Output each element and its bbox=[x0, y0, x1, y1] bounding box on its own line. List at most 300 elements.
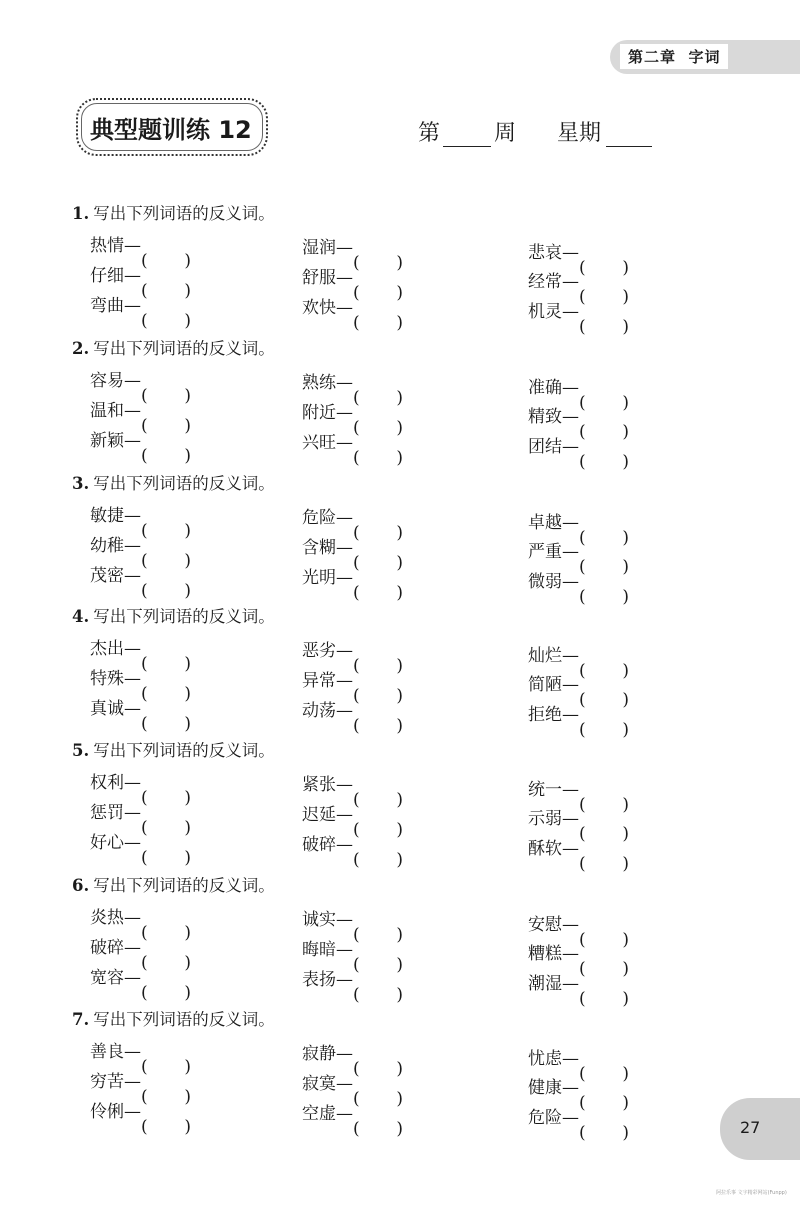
dash: — bbox=[336, 775, 353, 795]
word: 新颖 bbox=[90, 431, 124, 451]
dash: — bbox=[336, 373, 353, 393]
question-instruction: 写出下列词语的反义词。 bbox=[93, 1010, 275, 1029]
paren-open: ( bbox=[579, 587, 586, 607]
paren-close: ) bbox=[622, 258, 629, 278]
antonym-item bbox=[90, 798, 191, 838]
antonym-item bbox=[90, 231, 191, 271]
word: 好心 bbox=[90, 833, 124, 853]
word: 热情 bbox=[90, 236, 124, 256]
dash: — bbox=[336, 298, 353, 318]
paren-close: ) bbox=[184, 848, 191, 868]
paren-close: ) bbox=[396, 820, 403, 840]
paren-close: ) bbox=[184, 551, 191, 571]
antonym-item bbox=[90, 396, 191, 436]
paren-close: ) bbox=[622, 930, 629, 950]
paren-open: ( bbox=[141, 521, 148, 541]
word: 健康 bbox=[528, 1078, 562, 1098]
paren-close: ) bbox=[184, 446, 191, 466]
paren-close: ) bbox=[396, 985, 403, 1005]
antonym-item bbox=[528, 238, 629, 278]
antonym-item bbox=[90, 768, 191, 808]
question-number: 7. bbox=[72, 1010, 90, 1029]
antonym-item bbox=[302, 770, 403, 810]
question-title bbox=[72, 872, 275, 896]
antonym-item bbox=[528, 641, 629, 681]
dash: — bbox=[124, 1102, 141, 1122]
paren-open: ( bbox=[353, 418, 360, 438]
paren-open: ( bbox=[353, 553, 360, 573]
weekday-blank[interactable] bbox=[606, 146, 652, 147]
paren-open: ( bbox=[353, 253, 360, 273]
paren-close: ) bbox=[184, 281, 191, 301]
antonym-item bbox=[302, 533, 403, 573]
antonym-item bbox=[90, 531, 191, 571]
paren-close: ) bbox=[622, 959, 629, 979]
dash: — bbox=[336, 268, 353, 288]
paren-close: ) bbox=[396, 716, 403, 736]
dash: — bbox=[124, 699, 141, 719]
paren-open: ( bbox=[141, 551, 148, 571]
paren-open: ( bbox=[579, 1093, 586, 1113]
antonym-item bbox=[90, 291, 191, 331]
paren-open: ( bbox=[579, 528, 586, 548]
word: 迟延 bbox=[302, 805, 336, 825]
antonym-item bbox=[528, 834, 629, 874]
paren-open: ( bbox=[141, 654, 148, 674]
paren-open: ( bbox=[141, 581, 148, 601]
antonym-item bbox=[90, 963, 191, 1003]
paren-close: ) bbox=[622, 587, 629, 607]
dash: — bbox=[124, 266, 141, 286]
paren-open: ( bbox=[353, 388, 360, 408]
antonym-item bbox=[528, 804, 629, 844]
word: 恶劣 bbox=[302, 641, 336, 661]
paren-close: ) bbox=[396, 1089, 403, 1109]
question-title bbox=[72, 335, 275, 359]
word: 幼稚 bbox=[90, 536, 124, 556]
word: 安慰 bbox=[528, 915, 562, 935]
paren-open: ( bbox=[579, 795, 586, 815]
word: 伶俐 bbox=[90, 1102, 124, 1122]
dash: — bbox=[336, 1044, 353, 1064]
dash: — bbox=[336, 671, 353, 691]
dash: — bbox=[124, 431, 141, 451]
antonym-item bbox=[528, 910, 629, 950]
dash: — bbox=[336, 433, 353, 453]
dash: — bbox=[336, 538, 353, 558]
antonym-item bbox=[302, 830, 403, 870]
antonym-item bbox=[302, 935, 403, 975]
dash: — bbox=[336, 508, 353, 528]
question-number: 6. bbox=[72, 876, 90, 895]
paren-open: ( bbox=[579, 422, 586, 442]
week-zhou-label: 周 bbox=[494, 121, 517, 146]
word: 统一 bbox=[528, 780, 562, 800]
word: 精致 bbox=[528, 407, 562, 427]
antonym-item bbox=[302, 965, 403, 1005]
antonym-item bbox=[528, 1073, 629, 1113]
paren-open: ( bbox=[353, 686, 360, 706]
paren-open: ( bbox=[579, 1123, 586, 1143]
dash: — bbox=[562, 839, 579, 859]
word: 仔细 bbox=[90, 266, 124, 286]
paren-open: ( bbox=[353, 656, 360, 676]
paren-close: ) bbox=[396, 686, 403, 706]
paren-close: ) bbox=[622, 1123, 629, 1143]
word: 破碎 bbox=[302, 835, 336, 855]
dash: — bbox=[336, 835, 353, 855]
paren-close: ) bbox=[396, 448, 403, 468]
question-title bbox=[72, 470, 275, 494]
paren-open: ( bbox=[141, 1057, 148, 1077]
paren-open: ( bbox=[353, 313, 360, 333]
paren-close: ) bbox=[622, 393, 629, 413]
paren-open: ( bbox=[353, 850, 360, 870]
dash: — bbox=[562, 302, 579, 322]
paren-open: ( bbox=[579, 557, 586, 577]
question-number: 5. bbox=[72, 741, 90, 760]
antonym-item bbox=[302, 666, 403, 706]
word: 灿烂 bbox=[528, 646, 562, 666]
question-instruction: 写出下列词语的反义词。 bbox=[93, 741, 275, 760]
chapter-label: 第二章 bbox=[628, 48, 677, 66]
chapter-topic: 字词 bbox=[688, 48, 721, 66]
antonym-item bbox=[302, 1039, 403, 1079]
question-number: 4. bbox=[72, 607, 90, 626]
paren-open: ( bbox=[579, 258, 586, 278]
dash: — bbox=[562, 675, 579, 695]
paren-open: ( bbox=[353, 716, 360, 736]
paren-close: ) bbox=[184, 654, 191, 674]
antonym-item bbox=[90, 634, 191, 674]
word: 温和 bbox=[90, 401, 124, 421]
dash: — bbox=[336, 403, 353, 423]
antonym-item bbox=[528, 402, 629, 442]
antonym-item bbox=[302, 293, 403, 333]
paren-open: ( bbox=[141, 1087, 148, 1107]
question-instruction: 写出下列词语的反义词。 bbox=[93, 607, 275, 626]
footer-watermark: 阿拉乐事 文字精彩网站(Funpp) bbox=[716, 1190, 787, 1196]
paren-close: ) bbox=[622, 317, 629, 337]
paren-open: ( bbox=[579, 690, 586, 710]
paren-close: ) bbox=[396, 955, 403, 975]
dash: — bbox=[124, 236, 141, 256]
antonym-item bbox=[302, 563, 403, 603]
word: 糟糕 bbox=[528, 944, 562, 964]
antonym-item bbox=[302, 503, 403, 543]
dash: — bbox=[562, 513, 579, 533]
antonym-item bbox=[90, 664, 191, 704]
paren-close: ) bbox=[184, 714, 191, 734]
question-instruction: 写出下列词语的反义词。 bbox=[93, 339, 275, 358]
paren-open: ( bbox=[353, 583, 360, 603]
word: 穷苦 bbox=[90, 1072, 124, 1092]
word: 经常 bbox=[528, 272, 562, 292]
paren-close: ) bbox=[184, 251, 191, 271]
word: 悲哀 bbox=[528, 243, 562, 263]
paren-close: ) bbox=[184, 1057, 191, 1077]
dash: — bbox=[336, 970, 353, 990]
antonym-item bbox=[302, 905, 403, 945]
paren-open: ( bbox=[353, 1059, 360, 1079]
dash: — bbox=[336, 568, 353, 588]
word: 危险 bbox=[302, 508, 336, 528]
question-number: 1. bbox=[72, 204, 90, 223]
antonym-item bbox=[90, 1097, 191, 1137]
paren-close: ) bbox=[184, 521, 191, 541]
paren-close: ) bbox=[184, 818, 191, 838]
antonym-item bbox=[528, 670, 629, 710]
dash: — bbox=[336, 940, 353, 960]
word: 含糊 bbox=[302, 538, 336, 558]
paren-close: ) bbox=[622, 528, 629, 548]
dash: — bbox=[562, 542, 579, 562]
dash: — bbox=[562, 809, 579, 829]
paren-close: ) bbox=[622, 661, 629, 681]
paren-close: ) bbox=[622, 989, 629, 1009]
paren-open: ( bbox=[353, 1119, 360, 1139]
paren-open: ( bbox=[141, 953, 148, 973]
question-instruction: 写出下列词语的反义词。 bbox=[93, 204, 275, 223]
paren-close: ) bbox=[396, 1119, 403, 1139]
dash: — bbox=[562, 646, 579, 666]
antonym-item bbox=[90, 366, 191, 406]
paren-close: ) bbox=[184, 788, 191, 808]
word: 示弱 bbox=[528, 809, 562, 829]
paren-close: ) bbox=[396, 418, 403, 438]
paren-close: ) bbox=[396, 790, 403, 810]
word: 拒绝 bbox=[528, 705, 562, 725]
paren-open: ( bbox=[579, 452, 586, 472]
paren-close: ) bbox=[622, 557, 629, 577]
paren-open: ( bbox=[141, 1117, 148, 1137]
paren-close: ) bbox=[622, 824, 629, 844]
paren-open: ( bbox=[579, 661, 586, 681]
word: 空虚 bbox=[302, 1104, 336, 1124]
paren-open: ( bbox=[579, 854, 586, 874]
word: 附近 bbox=[302, 403, 336, 423]
antonym-item bbox=[528, 969, 629, 1009]
dash: — bbox=[124, 833, 141, 853]
question-title bbox=[72, 200, 275, 224]
paren-open: ( bbox=[353, 985, 360, 1005]
paren-open: ( bbox=[579, 287, 586, 307]
page-number: 27 bbox=[740, 1118, 761, 1137]
paren-open: ( bbox=[141, 848, 148, 868]
weekday-label: 星期 bbox=[557, 121, 602, 146]
dash: — bbox=[336, 805, 353, 825]
word: 舒服 bbox=[302, 268, 336, 288]
antonym-item bbox=[90, 1037, 191, 1077]
paren-close: ) bbox=[184, 1087, 191, 1107]
dash: — bbox=[562, 243, 579, 263]
antonym-item bbox=[302, 263, 403, 303]
word: 破碎 bbox=[90, 938, 124, 958]
antonym-item bbox=[90, 694, 191, 734]
paren-close: ) bbox=[622, 795, 629, 815]
paren-open: ( bbox=[353, 790, 360, 810]
paren-open: ( bbox=[141, 818, 148, 838]
word: 微弱 bbox=[528, 572, 562, 592]
word: 欢快 bbox=[302, 298, 336, 318]
word: 机灵 bbox=[528, 302, 562, 322]
antonym-item bbox=[302, 800, 403, 840]
word: 敏捷 bbox=[90, 506, 124, 526]
word: 容易 bbox=[90, 371, 124, 391]
antonym-item bbox=[302, 1069, 403, 1109]
dash: — bbox=[562, 437, 579, 457]
antonym-item bbox=[528, 775, 629, 815]
dash: — bbox=[124, 968, 141, 988]
paren-close: ) bbox=[396, 253, 403, 273]
antonym-item bbox=[528, 508, 629, 548]
dash: — bbox=[562, 1049, 579, 1069]
word: 准确 bbox=[528, 378, 562, 398]
dash: — bbox=[562, 780, 579, 800]
paren-close: ) bbox=[622, 690, 629, 710]
word: 晦暗 bbox=[302, 940, 336, 960]
paren-close: ) bbox=[622, 720, 629, 740]
paren-close: ) bbox=[184, 581, 191, 601]
paren-open: ( bbox=[353, 523, 360, 543]
paren-close: ) bbox=[184, 386, 191, 406]
paren-open: ( bbox=[141, 446, 148, 466]
word: 特殊 bbox=[90, 669, 124, 689]
word: 简陋 bbox=[528, 675, 562, 695]
dash: — bbox=[124, 669, 141, 689]
dash: — bbox=[336, 641, 353, 661]
paren-close: ) bbox=[396, 1059, 403, 1079]
antonym-item bbox=[528, 939, 629, 979]
word: 异常 bbox=[302, 671, 336, 691]
dash: — bbox=[336, 701, 353, 721]
question-instruction: 写出下列词语的反义词。 bbox=[93, 474, 275, 493]
question-instruction: 写出下列词语的反义词。 bbox=[93, 876, 275, 895]
paren-open: ( bbox=[141, 714, 148, 734]
word: 宽容 bbox=[90, 968, 124, 988]
dash: — bbox=[336, 238, 353, 258]
paren-open: ( bbox=[141, 923, 148, 943]
antonym-item bbox=[90, 933, 191, 973]
paren-close: ) bbox=[184, 983, 191, 1003]
dash: — bbox=[124, 639, 141, 659]
paren-open: ( bbox=[141, 684, 148, 704]
paren-close: ) bbox=[184, 1117, 191, 1137]
paren-close: ) bbox=[396, 553, 403, 573]
dash: — bbox=[562, 378, 579, 398]
dash: — bbox=[124, 296, 141, 316]
paren-close: ) bbox=[184, 416, 191, 436]
dash: — bbox=[124, 401, 141, 421]
word: 熟练 bbox=[302, 373, 336, 393]
paren-open: ( bbox=[141, 251, 148, 271]
antonym-item bbox=[302, 233, 403, 273]
antonym-item bbox=[90, 561, 191, 601]
paren-close: ) bbox=[396, 283, 403, 303]
paren-close: ) bbox=[396, 656, 403, 676]
word: 危险 bbox=[528, 1108, 562, 1128]
week-number-blank[interactable] bbox=[443, 146, 491, 147]
paren-close: ) bbox=[622, 1064, 629, 1084]
question-title bbox=[72, 603, 275, 627]
dash: — bbox=[562, 572, 579, 592]
antonym-item bbox=[528, 1103, 629, 1143]
question-title bbox=[72, 1006, 275, 1030]
paren-open: ( bbox=[141, 416, 148, 436]
antonym-item bbox=[528, 373, 629, 413]
dash: — bbox=[336, 1074, 353, 1094]
paren-close: ) bbox=[184, 684, 191, 704]
paren-open: ( bbox=[579, 930, 586, 950]
paren-close: ) bbox=[396, 388, 403, 408]
paren-open: ( bbox=[353, 1089, 360, 1109]
chapter-header bbox=[620, 44, 728, 69]
paren-open: ( bbox=[579, 959, 586, 979]
word: 表扬 bbox=[302, 970, 336, 990]
paren-open: ( bbox=[353, 955, 360, 975]
antonym-item bbox=[528, 297, 629, 337]
paren-close: ) bbox=[184, 311, 191, 331]
dash: — bbox=[124, 908, 141, 928]
dash: — bbox=[336, 910, 353, 930]
word: 兴旺 bbox=[302, 433, 336, 453]
word: 潮湿 bbox=[528, 974, 562, 994]
week-di-label: 第 bbox=[418, 121, 441, 146]
word: 炎热 bbox=[90, 908, 124, 928]
paren-close: ) bbox=[622, 422, 629, 442]
word: 茂密 bbox=[90, 566, 124, 586]
dash: — bbox=[562, 974, 579, 994]
paren-open: ( bbox=[353, 283, 360, 303]
paren-open: ( bbox=[141, 386, 148, 406]
paren-open: ( bbox=[579, 317, 586, 337]
dash: — bbox=[124, 803, 141, 823]
paren-close: ) bbox=[396, 313, 403, 333]
dash: — bbox=[336, 1104, 353, 1124]
word: 光明 bbox=[302, 568, 336, 588]
word: 卓越 bbox=[528, 513, 562, 533]
paren-open: ( bbox=[353, 448, 360, 468]
antonym-item bbox=[302, 696, 403, 736]
antonym-item bbox=[528, 432, 629, 472]
paren-open: ( bbox=[579, 824, 586, 844]
word: 湿润 bbox=[302, 238, 336, 258]
dash: — bbox=[124, 1072, 141, 1092]
paren-open: ( bbox=[141, 788, 148, 808]
dash: — bbox=[124, 773, 141, 793]
antonym-item bbox=[528, 537, 629, 577]
question-title bbox=[72, 737, 275, 761]
paren-open: ( bbox=[579, 720, 586, 740]
dash: — bbox=[562, 944, 579, 964]
antonym-item bbox=[90, 1067, 191, 1107]
paren-close: ) bbox=[622, 452, 629, 472]
antonym-item bbox=[302, 428, 403, 468]
paren-close: ) bbox=[396, 583, 403, 603]
paren-close: ) bbox=[622, 1093, 629, 1113]
exercise-title: 典型题训练 12 bbox=[90, 116, 252, 144]
antonym-item bbox=[528, 700, 629, 740]
word: 杰出 bbox=[90, 639, 124, 659]
dash: — bbox=[124, 566, 141, 586]
dash: — bbox=[562, 915, 579, 935]
word: 动荡 bbox=[302, 701, 336, 721]
word: 酥软 bbox=[528, 839, 562, 859]
word: 寂寞 bbox=[302, 1074, 336, 1094]
dash: — bbox=[124, 506, 141, 526]
paren-close: ) bbox=[184, 953, 191, 973]
word: 诚实 bbox=[302, 910, 336, 930]
